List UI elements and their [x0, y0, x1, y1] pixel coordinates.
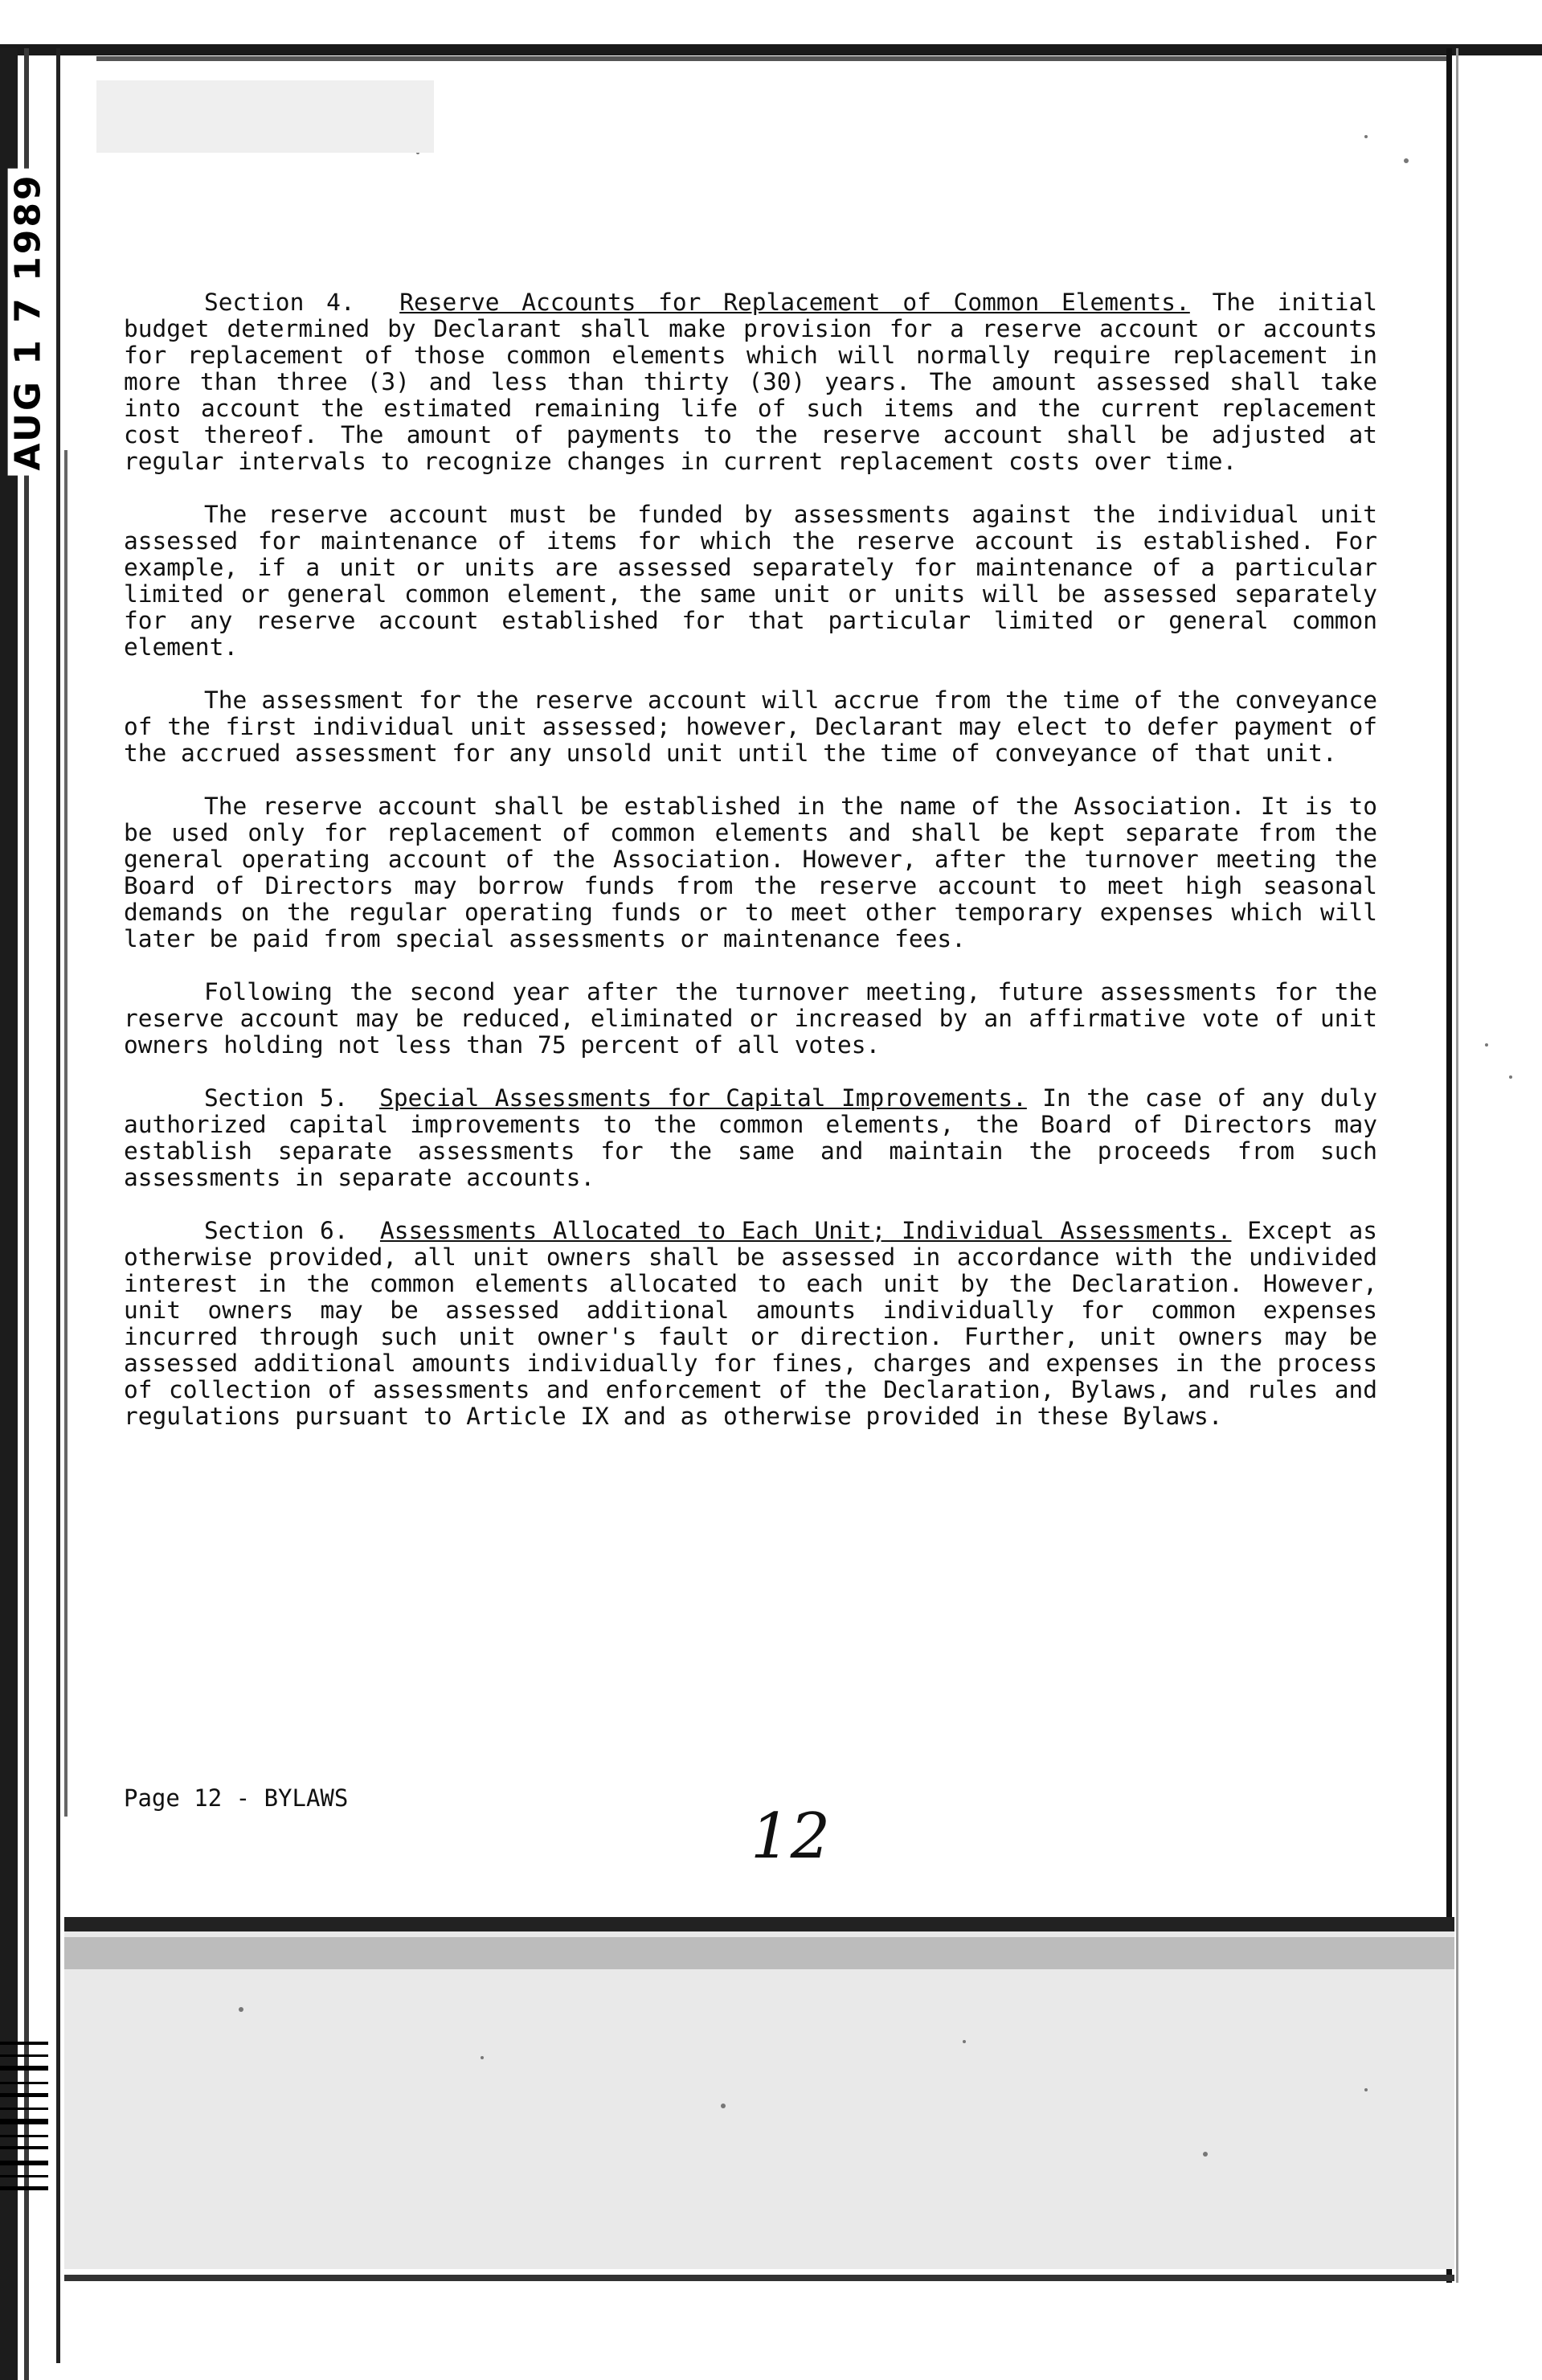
section-5-body: In the case of any duly authorized capital improvements to the common elements, the Board of Directors may establish separate assessments for the same and maintain the proceeds from such assessments in separate accounts.: [124, 1084, 1377, 1191]
paragraph-text: The reserve account shall be established in the name of the Association. It is to be used only for replacement of common elements and shall be kept separate from the general operating account of the Association. However, after the turnover meeting the Board of Directors may borrow funds from the reserve account to meet high seasonal demands on the regular operating funds or to meet other temporary expenses which will later be paid from special assessments or maintenance fees.: [124, 793, 1377, 952]
paragraph-reserve-accrual: [124, 687, 1377, 767]
section-4-number: Section 4.: [204, 289, 355, 316]
section-4-body: The initial budget determined by Declarant shall make provision for a reserve account or accounts for replacement of those common elements which will normally require replacement in more than three (3) and less than thirty (30) years. The amount assessed shall take into account the estimated remaining life of such items and the current replacement cost thereof. The amount of payments to the reserve account shall be adjusted at regular intervals to recognize changes in current replacement costs over time.: [124, 289, 1377, 475]
section-6-body: Except as otherwise provided, all unit owners shall be assessed in accordance with the undivided interest in the common elements allocated to each unit by the Declaration. However, unit owners may be assessed additional amounts individually for common expenses incurred through such unit owner's fault or direction. Further, unit owners may be assessed additional amounts individually for fines, charges and expenses in the process of collection of assessments and enforcement of the Declaration, Bylaws, and rules and regulations pursuant to Article IX and as otherwise provided in these Bylaws.: [124, 1217, 1377, 1430]
handwritten-page-number: 12: [751, 1800, 831, 1873]
section-6: [124, 1218, 1377, 1430]
section-6-heading: Assessments Allocated to Each Unit; Individual Assessments.: [379, 1217, 1232, 1244]
page-label: Page 12 - BYLAWS: [124, 1784, 349, 1812]
paragraph-reserve-changes: [124, 979, 1377, 1059]
section-4: [124, 289, 1377, 475]
top-edge-band: [0, 44, 1542, 55]
document-body: [124, 289, 1377, 1456]
section-4-heading: Reserve Accounts for Replacement of Common Elements.: [399, 289, 1190, 316]
paragraph-text: The assessment for the reserve account will accrue from the time of the conveyance of the first individual unit assessed; however, Declarant may elect to defer payment of the accrued assessment for any unsold unit until the time of conveyance of that unit.: [124, 686, 1377, 767]
section-5-number: Section 5.: [204, 1084, 349, 1112]
paragraph-reserve-establishment: [124, 793, 1377, 952]
bottom-band: [64, 1917, 1454, 1931]
section-6-number: Section 6.: [204, 1217, 349, 1244]
received-date-stamp: [0, 172, 56, 471]
paragraph-reserve-funding: [124, 502, 1377, 661]
section-5: [124, 1085, 1377, 1191]
page-footer: [124, 1784, 1377, 1873]
paragraph-text: The reserve account must be funded by assessments against the individual unit assessed for maintenance of items for which the reserve account is established. For example, if a unit or units are assessed separately for maintenance of a particular limited or general common element, the same unit or units will be assessed separately for any reserve account established for that particular limited or general common element.: [124, 501, 1377, 661]
stamp-date: AUG 1 7 1989: [8, 168, 49, 475]
paragraph-text: Following the second year after the turnover meeting, future assessments for the reserve account may be reduced, eliminated or increased by an affirmative vote of unit owners holding not less than 75 percent of all votes.: [124, 978, 1377, 1059]
section-5-heading: Special Assessments for Capital Improvements.: [379, 1084, 1027, 1112]
